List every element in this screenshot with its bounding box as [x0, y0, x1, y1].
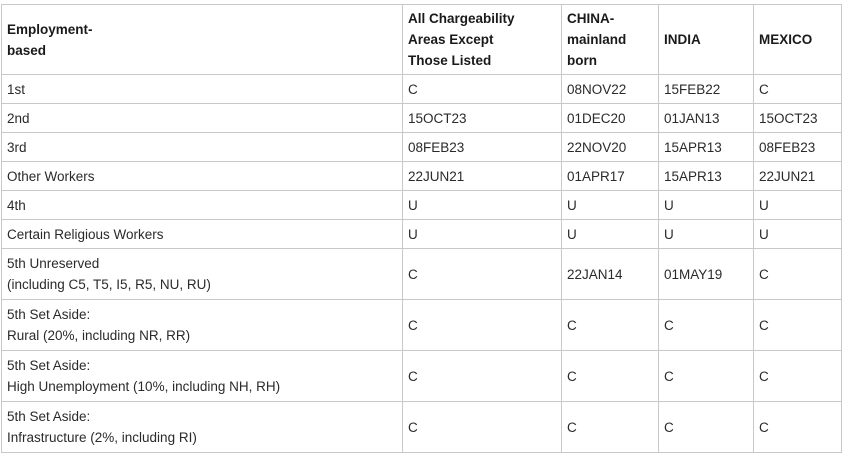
header-china	[562, 5, 659, 75]
header-line: CHINA-	[567, 11, 615, 26]
table-cell: C	[403, 249, 562, 300]
table-cell: 01DEC20	[562, 104, 659, 133]
header-line: INDIA	[664, 32, 701, 47]
table-cell: C	[754, 300, 842, 351]
category-line: Certain Religious Workers	[7, 226, 164, 242]
table-cell: U	[659, 191, 754, 220]
row-category	[2, 249, 403, 300]
table-cell: 22JAN14	[562, 249, 659, 300]
header-line: Those Listed	[408, 53, 492, 68]
category-line: 4th	[7, 197, 26, 213]
row-category	[2, 162, 403, 191]
category-line: 5th Set Aside:	[7, 409, 91, 424]
table-cell: U	[659, 220, 754, 249]
table-cell: U	[403, 220, 562, 249]
table-cell: C	[659, 402, 754, 453]
table-row	[2, 162, 842, 191]
table-cell: 01JAN13	[659, 104, 754, 133]
header-row	[2, 5, 842, 75]
table-cell: 08FEB23	[754, 133, 842, 162]
table-cell: 08NOV22	[562, 75, 659, 104]
table-cell: 15APR13	[659, 162, 754, 191]
category-line: Other Workers	[7, 168, 95, 184]
row-category	[2, 402, 403, 453]
category-line: 5th Unreserved	[7, 256, 100, 271]
header-all-chargeability	[403, 5, 562, 75]
header-employment-based	[2, 5, 403, 75]
row-category	[2, 220, 403, 249]
table-row	[2, 75, 842, 104]
table-cell: 15OCT23	[403, 104, 562, 133]
category-line: High Unemployment (10%, including NH, RH)	[7, 379, 281, 394]
table-cell: U	[754, 220, 842, 249]
table-cell: U	[403, 191, 562, 220]
table-cell: 15FEB22	[659, 75, 754, 104]
table-cell: C	[562, 402, 659, 453]
table-cell: C	[403, 351, 562, 402]
header-line: Areas Except	[408, 32, 494, 47]
table-cell: C	[562, 351, 659, 402]
table-cell: C	[754, 402, 842, 453]
header-line: Employment-	[7, 21, 93, 37]
table-row	[2, 249, 842, 300]
header-mexico	[754, 5, 842, 75]
table-cell: U	[562, 220, 659, 249]
category-line: 5th Set Aside:	[7, 358, 91, 373]
table-row	[2, 402, 842, 453]
category-line: Infrastructure (2%, including RI)	[7, 430, 197, 445]
table-row	[2, 300, 842, 351]
category-line: 1st	[7, 81, 26, 97]
table-row	[2, 220, 842, 249]
header-line: MEXICO	[759, 32, 813, 47]
table-cell: C	[659, 300, 754, 351]
row-category	[2, 300, 403, 351]
table-cell: 01APR17	[562, 162, 659, 191]
category-line: 2nd	[7, 110, 30, 126]
category-line: (including C5, T5, I5, R5, NU, RU)	[7, 277, 211, 292]
table-cell: 22JUN21	[754, 162, 842, 191]
row-category	[2, 75, 403, 104]
final-action-dates-table	[1, 4, 842, 453]
header-line: mainland	[567, 32, 627, 47]
table-cell: 22JUN21	[403, 162, 562, 191]
table-cell: C	[659, 351, 754, 402]
table-cell: 08FEB23	[403, 133, 562, 162]
table-cell: U	[754, 191, 842, 220]
header-line: based	[7, 42, 47, 58]
category-line: 5th Set Aside:	[7, 307, 91, 322]
table-cell: 15OCT23	[754, 104, 842, 133]
table-cell: 01MAY19	[659, 249, 754, 300]
header-line: born	[567, 53, 597, 68]
row-category	[2, 133, 403, 162]
table-row	[2, 133, 842, 162]
table-cell: C	[754, 75, 842, 104]
table-cell: 15APR13	[659, 133, 754, 162]
table-cell: C	[403, 402, 562, 453]
category-line: 3rd	[7, 139, 27, 155]
table-cell: C	[754, 249, 842, 300]
header-line: All Chargeability	[408, 11, 515, 26]
row-category	[2, 104, 403, 133]
row-category	[2, 351, 403, 402]
table-row	[2, 191, 842, 220]
table-cell: C	[403, 75, 562, 104]
table-cell: C	[562, 300, 659, 351]
header-india	[659, 5, 754, 75]
row-category	[2, 191, 403, 220]
table-cell: U	[562, 191, 659, 220]
table-cell: C	[403, 300, 562, 351]
table-cell: C	[754, 351, 842, 402]
category-line: Rural (20%, including NR, RR)	[7, 328, 191, 343]
table-row	[2, 351, 842, 402]
table-row	[2, 104, 842, 133]
table-cell: 22NOV20	[562, 133, 659, 162]
